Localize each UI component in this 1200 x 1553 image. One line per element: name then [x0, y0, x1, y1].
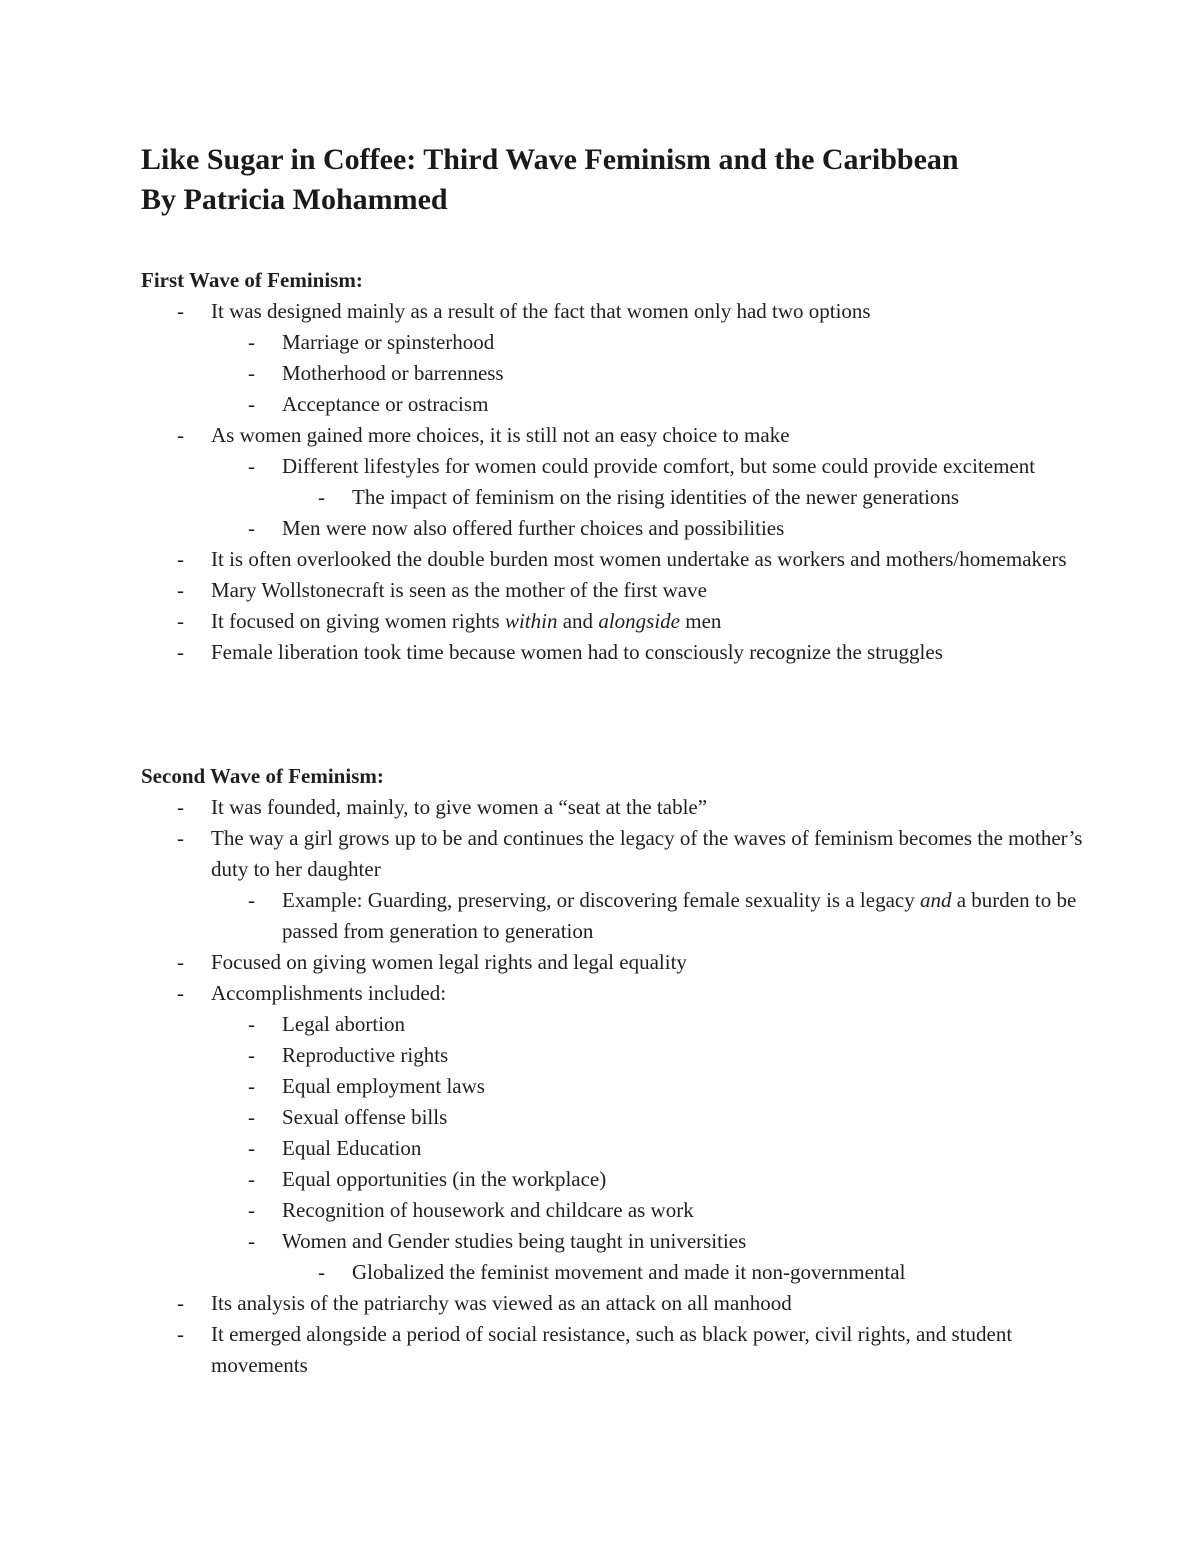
section-second-wave	[141, 761, 1101, 1381]
list-item-text: Motherhood or barrenness	[282, 361, 504, 385]
list-item-text: Female liberation took time because women had to consciously recognize the struggles	[211, 640, 943, 664]
section-first-wave	[141, 265, 1101, 668]
list-item	[141, 947, 1101, 978]
bullet-dash: -	[248, 1105, 255, 1129]
list-item-text: Globalized the feminist movement and made it non-governmental	[352, 1260, 906, 1284]
list-item	[141, 1288, 1101, 1319]
list-item-text: Different lifestyles for women could provide comfort, but some could provide excitement	[282, 454, 1036, 478]
emphasis-text: alongside	[598, 609, 680, 633]
bullet-dash: -	[248, 1012, 255, 1036]
bullet-dash: -	[177, 826, 184, 850]
list-item-text: The impact of feminism on the rising identities of the newer generations	[352, 485, 960, 509]
list-item	[141, 637, 1101, 668]
list-item	[141, 1226, 1101, 1257]
list-item-text: Equal opportunities (in the workplace)	[282, 1167, 607, 1191]
list-item	[141, 451, 1101, 482]
list-item-text: Focused on giving women legal rights and legal equality	[211, 950, 687, 974]
list-item	[141, 792, 1101, 823]
bullet-dash: -	[248, 516, 255, 540]
list-item	[141, 978, 1101, 1009]
bullet-dash: -	[177, 547, 184, 571]
list-item-text: Women and Gender studies being taught in universities	[282, 1229, 747, 1253]
list-item	[141, 606, 1101, 637]
list-item	[141, 575, 1101, 606]
list-item-text: Accomplishments included:	[211, 981, 447, 1005]
list-item	[141, 420, 1101, 451]
emphasis-text: and	[919, 888, 952, 912]
section-heading: Second Wave of Feminism:	[141, 764, 384, 788]
list-item-text: Men were now also offered further choices and possibilities	[282, 516, 785, 540]
list-item-text: Legal abortion	[282, 1012, 406, 1036]
list-item	[141, 544, 1101, 575]
bullet-dash: -	[248, 1198, 255, 1222]
bullet-dash: -	[248, 1043, 255, 1067]
bullet-dash: -	[318, 485, 325, 509]
bullet-dash: -	[177, 299, 184, 323]
bullet-dash: -	[177, 1291, 184, 1315]
list-item-text: It was founded, mainly, to give women a “seat at the table”	[211, 795, 708, 819]
bullet-dash: -	[177, 950, 184, 974]
list-item	[141, 823, 1101, 885]
list-item	[141, 1133, 1101, 1164]
list-item-text: As women gained more choices, it is still not an easy choice to make	[211, 423, 790, 447]
bullet-dash: -	[248, 888, 255, 912]
list-item-text: Recognition of housework and childcare as work	[282, 1198, 694, 1222]
bullet-dash: -	[248, 330, 255, 354]
bullet-dash: -	[177, 981, 184, 1005]
list-item-text	[282, 888, 1076, 943]
text-run: and	[557, 609, 599, 633]
list-item	[141, 1071, 1101, 1102]
list-item-text: It was designed mainly as a result of the fact that women only had two options	[211, 299, 871, 323]
bullet-dash: -	[177, 640, 184, 664]
list-item	[141, 327, 1101, 358]
title-line-1: Like Sugar in Coffee: Third Wave Feminism and the Caribbean	[141, 143, 959, 176]
list-item	[141, 296, 1101, 327]
bullet-dash: -	[248, 1229, 255, 1253]
emphasis-text: within	[504, 609, 558, 633]
text-run: a burden to be passed from generation to generation	[282, 888, 1077, 943]
bullet-dash: -	[177, 423, 184, 447]
list-item	[141, 482, 1101, 513]
list-item	[141, 389, 1101, 420]
text-run: Example: Guarding, preserving, or discovering female sexuality is a legacy	[282, 888, 920, 912]
list-item-text: Mary Wollstonecraft is seen as the mother of the first wave	[211, 578, 707, 602]
document-title	[141, 140, 959, 220]
list-item	[141, 1102, 1101, 1133]
list-item	[141, 1319, 1101, 1381]
list-item-text: Its analysis of the patriarchy was viewed as an attack on all manhood	[211, 1291, 792, 1315]
bullet-dash: -	[177, 795, 184, 819]
bullet-dash: -	[177, 578, 184, 602]
bullet-list	[141, 792, 1101, 1381]
text-run: men	[679, 609, 722, 633]
title-author-line: By Patricia Mohammed	[141, 183, 448, 216]
list-item	[141, 1195, 1101, 1226]
list-item-text	[211, 609, 721, 633]
list-item	[141, 513, 1101, 544]
list-item	[141, 885, 1101, 947]
list-item	[141, 1257, 1101, 1288]
list-item-text: Reproductive rights	[282, 1043, 449, 1067]
bullet-dash: -	[318, 1260, 325, 1284]
list-item-text: Marriage or spinsterhood	[282, 330, 495, 354]
bullet-dash: -	[248, 454, 255, 478]
list-item-text: It emerged alongside a period of social resistance, such as black power, civil rights, and student movements	[211, 1322, 1013, 1377]
text-run: It focused on giving women rights	[211, 609, 505, 633]
list-item-text: Equal Education	[282, 1136, 422, 1160]
list-item-text: Acceptance or ostracism	[282, 392, 489, 416]
list-item	[141, 1009, 1101, 1040]
bullet-dash: -	[248, 392, 255, 416]
list-item-text: Sexual offense bills	[282, 1105, 448, 1129]
bullet-dash: -	[248, 1167, 255, 1191]
list-item	[141, 1040, 1101, 1071]
list-item-text: It is often overlooked the double burden most women undertake as workers and mothers/homemakers	[211, 547, 1067, 571]
bullet-list	[141, 296, 1101, 668]
list-item	[141, 358, 1101, 389]
bullet-dash: -	[248, 1074, 255, 1098]
section-heading: First Wave of Feminism:	[141, 268, 363, 292]
list-item	[141, 1164, 1101, 1195]
bullet-dash: -	[177, 1322, 184, 1346]
list-item-text: Equal employment laws	[282, 1074, 485, 1098]
bullet-dash: -	[248, 1136, 255, 1160]
bullet-dash: -	[248, 361, 255, 385]
list-item-text: The way a girl grows up to be and continues the legacy of the waves of feminism becomes the mother’s duty to her daughter	[211, 826, 1083, 881]
bullet-dash: -	[177, 609, 184, 633]
